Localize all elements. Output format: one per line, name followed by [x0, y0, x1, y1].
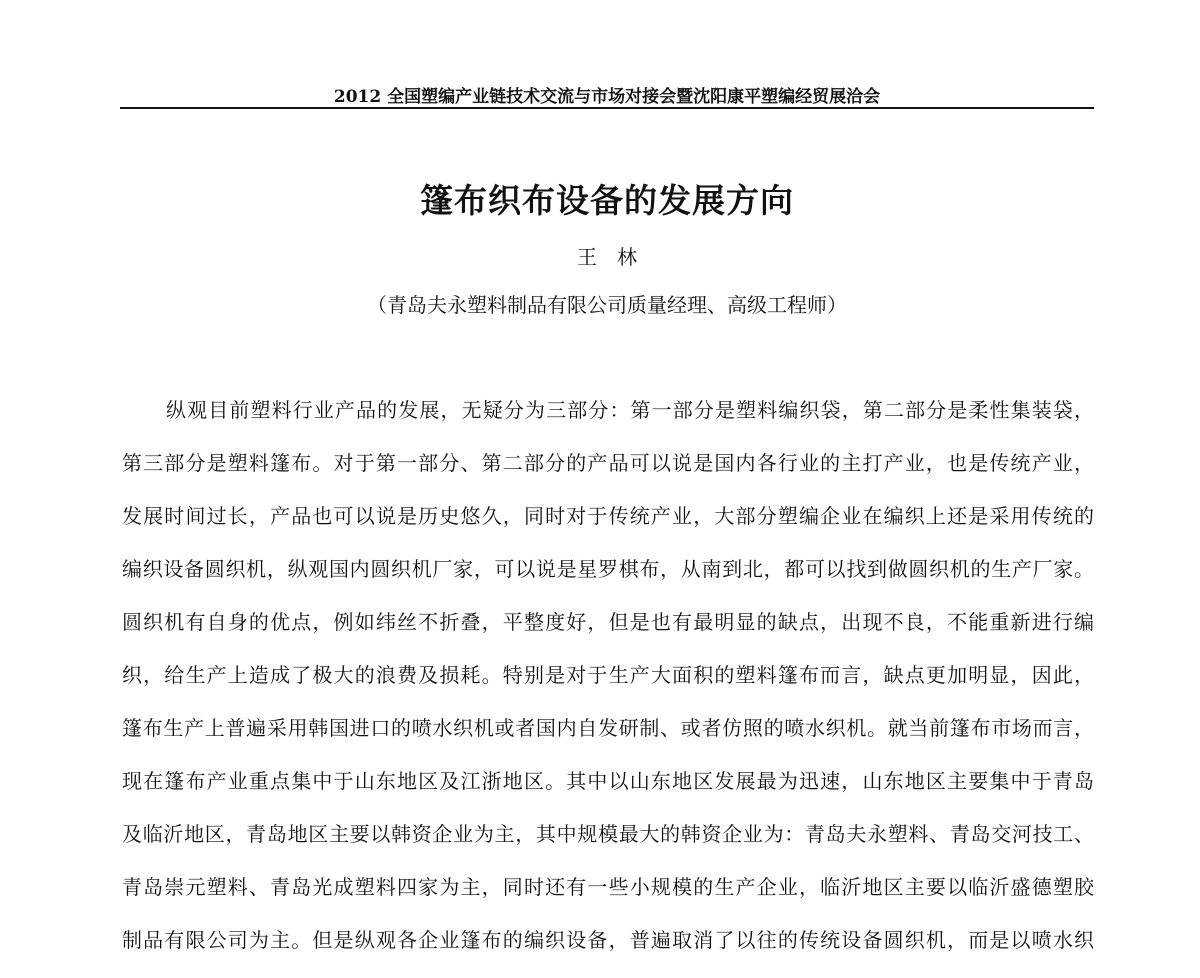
article-affiliation: （青岛夫永塑料制品有限公司质量经理、高级工程师） [367, 293, 847, 317]
body-line: 发展时间过长，产品也可以说是历史悠久，同时对于传统产业，大部分塑编企业在编织上还是采用传统的 [122, 504, 1094, 528]
body-line: 现在篷布产业重点集中于山东地区及江浙地区。其中以山东地区发展最为迅速，山东地区主要集中于青岛 [122, 769, 1094, 793]
body-line: 纵观目前塑料行业产品的发展，无疑分为三部分：第一部分是塑料编织袋，第二部分是柔性集装袋， [166, 398, 1094, 422]
body-line: 篷布生产上普遍采用韩国进口的喷水织机或者国内自发研制、或者仿照的喷水织机。就当前篷布市场而言， [122, 716, 1094, 740]
body-line: 圆织机有自身的优点，例如纬丝不折叠，平整度好，但是也有最明显的缺点，出现不良，不能重新进行编 [122, 610, 1094, 634]
body-line: 织，给生产上造成了极大的浪费及损耗。特别是对于生产大面积的塑料篷布而言，缺点更加明显，因此， [122, 663, 1094, 687]
article-title: 篷布织布设备的发展方向 [420, 181, 794, 220]
header-rule [120, 107, 1094, 109]
article-author: 王 林 [577, 245, 637, 269]
body-line: 青岛崇元塑料、青岛光成塑料四家为主，同时还有一些小规模的生产企业，临沂地区主要以临沂盛德塑胶 [122, 875, 1094, 899]
body-line: 编织设备圆织机，纵观国内圆织机厂家，可以说是星罗棋布，从南到北，都可以找到做圆织机的生产厂家。 [122, 557, 1094, 581]
article-body [122, 395, 1094, 978]
body-line: 及临沂地区，青岛地区主要以韩资企业为主，其中规模最大的韩资企业为：青岛夫永塑料、青岛交河技工、 [122, 822, 1094, 846]
running-header: 2012 全国塑编产业链技术交流与市场对接会暨沈阳康平塑编经贸展洽会 [333, 87, 881, 107]
body-line: 制品有限公司为主。但是纵观各企业篷布的编织设备，普遍取消了以往的传统设备圆织机，而是以喷水织 [122, 928, 1094, 952]
body-line: 第三部分是塑料篷布。对于第一部分、第二部分的产品可以说是国内各行业的主打产业，也是传统产业， [122, 451, 1094, 475]
